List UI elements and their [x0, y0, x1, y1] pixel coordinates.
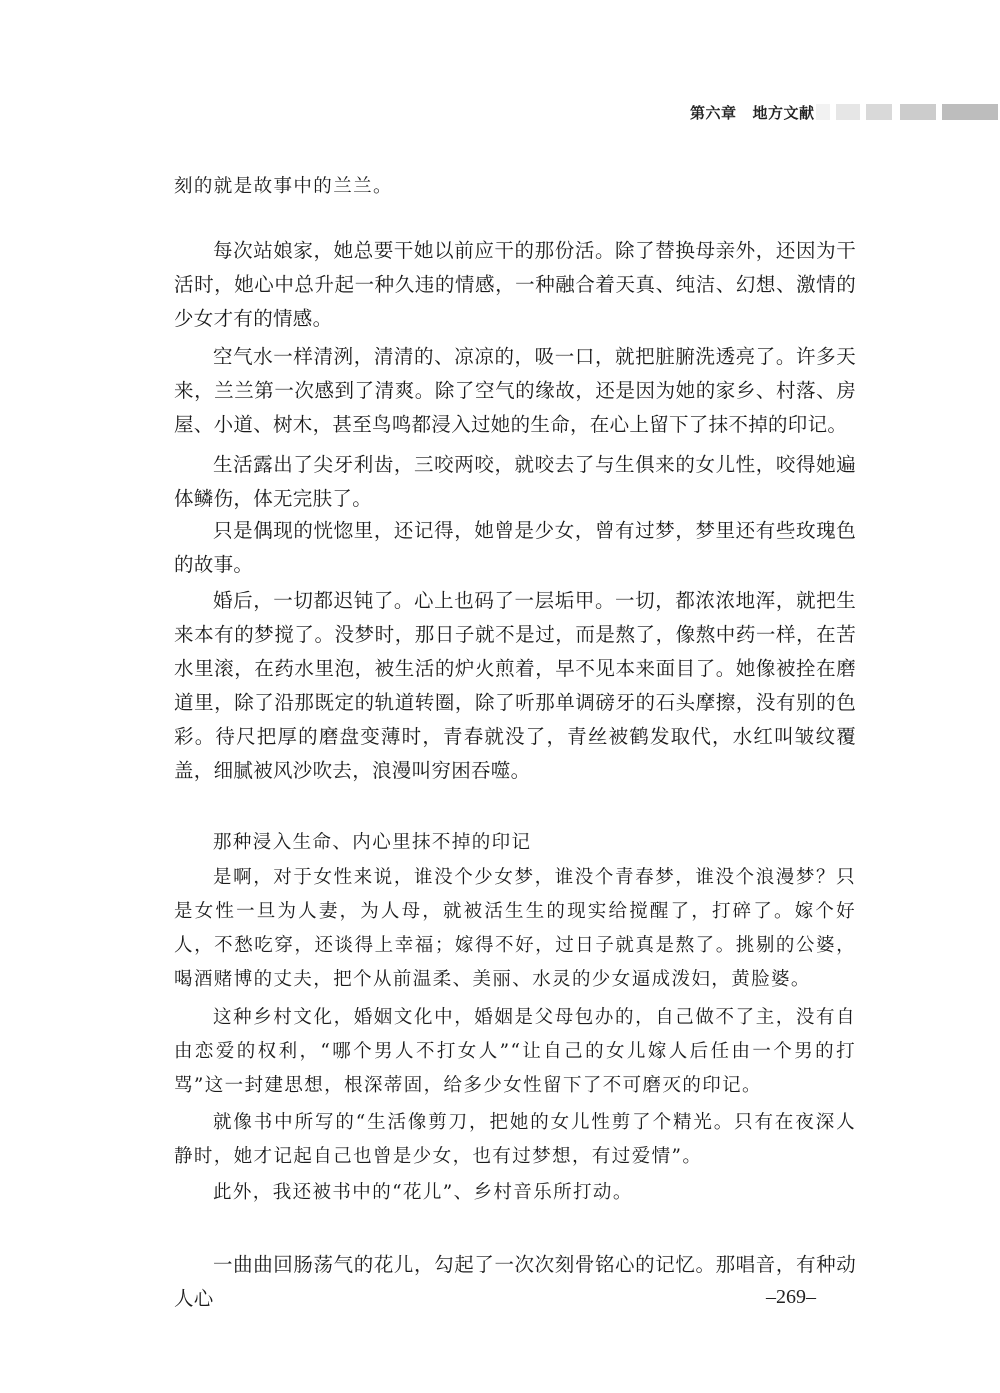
chapter-label: 第六章 地方文献 — [690, 103, 815, 122]
paragraph-1: 刻的就是故事中的兰兰。 — [174, 176, 393, 197]
quote-heading: 那种浸入生命、内心里抹不掉的印记 — [213, 832, 532, 853]
paragraph-8: 这种乡村文化，婚姻文化中，婚姻是父母包办的，自己做不了主，没有自由恋爱的权利，“哪个男人不打女人”“让自己的女儿嫁人后任由一个男的打骂”这一封建思想，根深蒂固，给多少女性留下了不可磨灭的印记。 — [174, 1007, 856, 1096]
header-bar-4 — [900, 104, 936, 120]
page-number: –269– — [766, 1286, 816, 1308]
paragraph-2: 每次站娘家，她总要干她以前应干的那份活。除了替换母亲外，还因为干活时，她心中总升起一种久违的情感，一种融合着天真、纯洁、幻想、激情的少女才有的情感。 — [174, 239, 856, 330]
paragraph-7: 是啊，对于女性来说，谁没个少女梦，谁没个青春梦，谁没个浪漫梦？只是女性一旦为人妻，为人母，就被活生生的现实给搅醒了，打碎了。嫁个好人，不愁吃穿，还谈得上幸福；嫁得不好，过日子就真是熬了。挑剔的公婆，喝酒赌博的丈夫，把个从前温柔、美丽、水灵的少女逼成泼妇，黄脸婆。 — [174, 867, 856, 990]
header-bar-5 — [942, 104, 998, 120]
paragraph-11: 一曲曲回肠荡气的花儿，勾起了一次次刻骨铭心的记忆。那唱音，有种动人心 — [174, 1253, 856, 1310]
header-bar-1 — [816, 104, 830, 120]
paragraph-3: 空气水一样清洌，清清的、凉凉的，吸一口，就把脏腑洗透亮了。许多天来，兰兰第一次感到了清爽。除了空气的缘故，还是因为她的家乡、村落、房屋、小道、树木，甚至鸟鸣都浸入过她的生命，在心上留下了抹不掉的印记。 — [174, 345, 856, 436]
paragraph-9: 就像书中所写的“生活像剪刀，把她的女儿性剪了个精光。只有在夜深人静时，她才记起自己也曾是少女，也有过梦想，有过爱情”。 — [174, 1112, 856, 1167]
paragraph-10: 此外，我还被书中的“花儿”、乡村音乐所打动。 — [213, 1182, 633, 1203]
header-bar-3 — [866, 104, 892, 120]
paragraph-6: 婚后，一切都迟钝了。心上也码了一层垢甲。一切，都浓浓地浑，就把生来本有的梦搅了。没梦时，那日子就不是过，而是熬了，像熬中药一样，在苦水里滚，在药水里泡，被生活的炉火煎着，早不见本来面目了。她像被拴在磨道里，除了沿那既定的轨道转圈，除了听那单调磅牙的石头摩擦，没有别的色彩。待尺把厚的磨盘变薄时，青春就没了，青丝被鹤发取代，水红叫皱纹覆盖，细腻被风沙吹去，浪漫叫穷困吞噬。 — [174, 589, 856, 782]
paragraph-5: 只是偶现的恍惚里，还记得，她曾是少女，曾有过梦，梦里还有些玫瑰色的故事。 — [174, 519, 856, 576]
paragraph-4: 生活露出了尖牙利齿，三咬两咬，就咬去了与生俱来的女儿性，咬得她遍体鳞伤，体无完肤了。 — [174, 453, 856, 510]
header-bar-2 — [836, 104, 860, 120]
running-head — [690, 101, 815, 123]
